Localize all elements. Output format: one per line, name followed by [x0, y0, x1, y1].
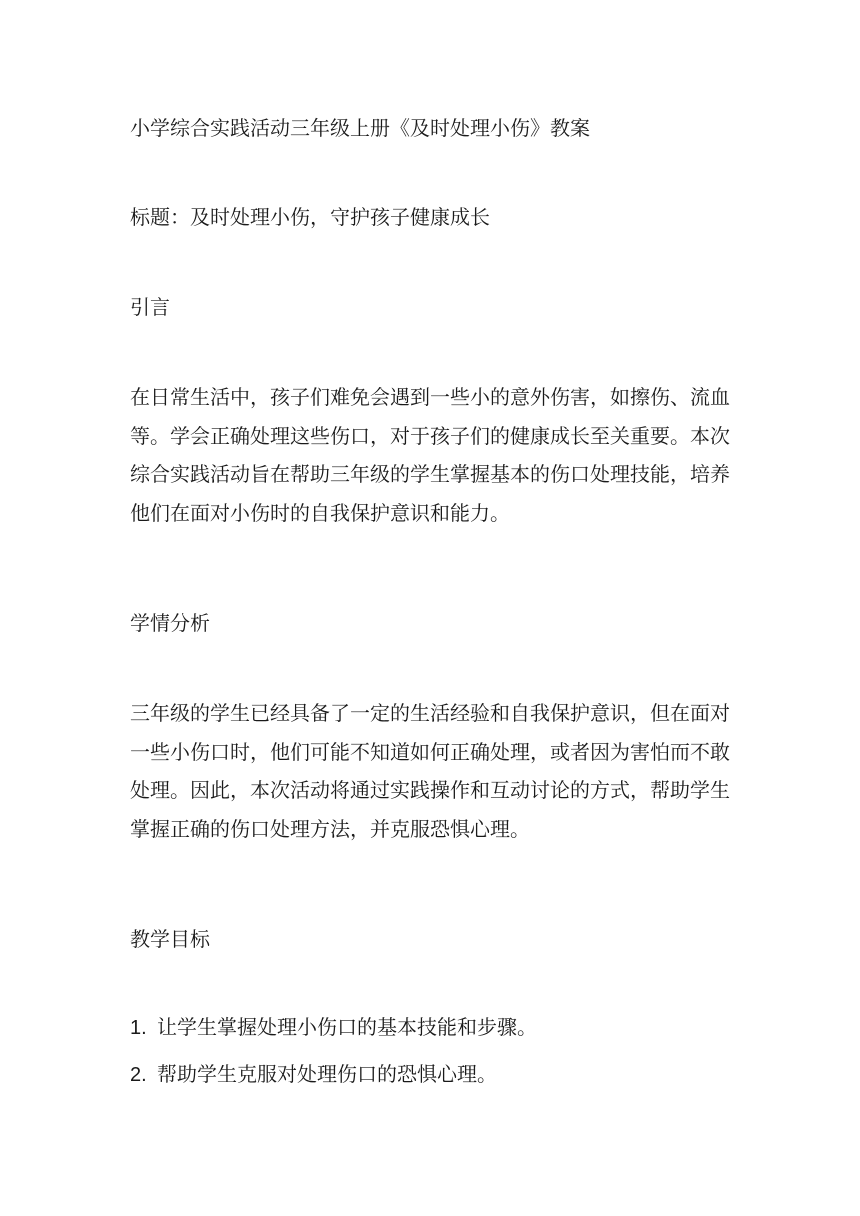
- section-heading-intro: 引言: [130, 295, 170, 319]
- document-subtitle: 标题：及时处理小伤，守护孩子健康成长: [130, 205, 490, 229]
- list-item-number: 2.: [130, 1064, 147, 1086]
- list-item-number: 1.: [130, 1017, 147, 1039]
- section-heading-analysis: 学情分析: [130, 611, 210, 635]
- list-item-text: 帮助学生克服对处理伤口的恐惧心理。: [157, 1062, 497, 1086]
- section-body-analysis: 三年级的学生已经具备了一定的生活经验和自我保护意识，但在面对一些小伤口时，他们可能不知道如何正确处理，或者因为害怕而不敢处理。因此，本次活动将通过实践操作和互动讨论的方式，帮助学生掌握正确的伤口处理方法，并克服恐惧心理。: [130, 701, 730, 841]
- section-body-intro: 在日常生活中，孩子们难免会遇到一些小的意外伤害，如擦伤、流血等。学会正确处理这些伤口，对于孩子们的健康成长至关重要。本次综合实践活动旨在帮助三年级的学生掌握基本的伤口处理技能，培养他们在面对小伤时的自我保护意识和能力。: [130, 385, 730, 525]
- document-title: 小学综合实践活动三年级上册《及时处理小伤》教案: [130, 116, 590, 140]
- section-heading-objectives: 教学目标: [130, 927, 210, 951]
- list-item-text: 让学生掌握处理小伤口的基本技能和步骤。: [157, 1015, 537, 1039]
- list-item: [130, 1060, 497, 1089]
- list-item: [130, 1013, 537, 1042]
